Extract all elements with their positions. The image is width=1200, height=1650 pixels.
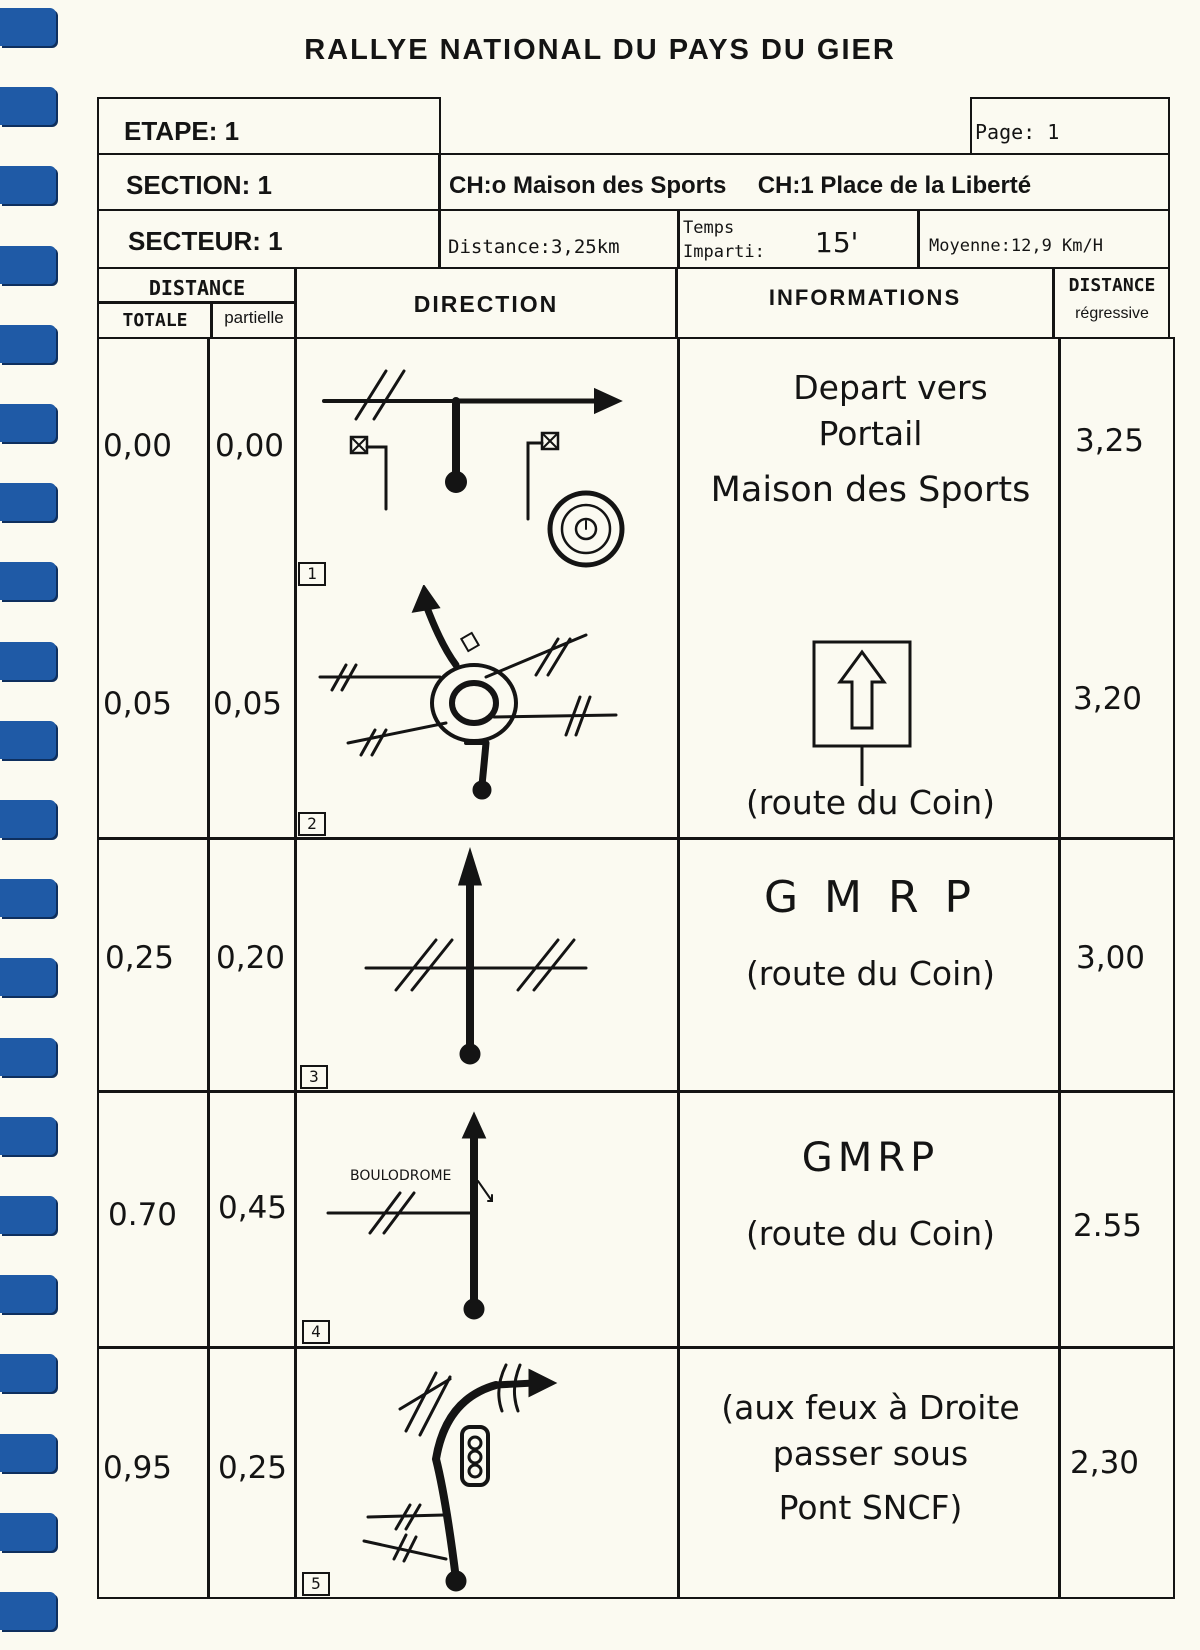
- binding-ring: [0, 1592, 56, 1630]
- row5-info-line2: passer sous: [772, 1434, 969, 1473]
- row4-info: [683, 1135, 1058, 1257]
- row1-info-line1: Depart vers: [793, 368, 988, 407]
- row5-info-line3: Pont SNCF): [778, 1488, 963, 1527]
- row2-info-line1: (route du Coin): [745, 783, 996, 822]
- row3-regressive: 3,00: [1076, 940, 1146, 976]
- grid-col-4: [1058, 339, 1061, 1597]
- ch-end-text: CH:1 Place de la Liberté: [757, 172, 1032, 199]
- page-title: RALLYE NATIONAL DU PAYS DU GIER: [304, 34, 896, 66]
- row3-direction-diagram: [296, 840, 676, 1090]
- secteur-label: SECTEUR: 1: [128, 226, 283, 256]
- row5-partielle: 0,25: [218, 1450, 288, 1486]
- binding-ring: [0, 1434, 56, 1472]
- row1-partielle: 0,00: [215, 428, 285, 464]
- temps-divider-right: [917, 211, 920, 267]
- binding-ring: [0, 483, 56, 521]
- row5-regressive: 2,30: [1070, 1445, 1140, 1481]
- binding-ring: [0, 879, 56, 917]
- col-distance-regressive: DISTANCE: [1068, 275, 1156, 296]
- binding-ring: [0, 1196, 56, 1234]
- row5-info: [683, 1385, 1058, 1531]
- grid-col-3: [677, 339, 680, 1597]
- row3-info-line1: G M R P: [763, 872, 978, 923]
- row5-info-line1: (aux feux à Droite: [721, 1388, 1020, 1427]
- binding-ring: [0, 1038, 56, 1076]
- page-label: Page: 1: [975, 120, 1060, 144]
- col-partielle: partielle: [224, 308, 284, 327]
- binding-ring: [0, 1117, 56, 1155]
- row2-totale: 0,05: [103, 686, 173, 722]
- row4-info-line1: GMRP: [801, 1135, 940, 1181]
- row1-regressive: 3,25: [1075, 423, 1145, 459]
- colhdr-distance-split: [99, 301, 295, 304]
- row4-boulodrome-label: BOULODROME: [350, 1168, 452, 1184]
- etape-label: ETAPE: 1: [124, 116, 240, 146]
- row1-info-line2: Portail: [818, 414, 923, 453]
- ch-start: [449, 172, 1031, 200]
- temps-value: 15': [815, 226, 859, 259]
- col-regressive: régressive: [1075, 305, 1149, 322]
- binding-ring: [0, 1275, 56, 1313]
- section-label: SECTION: 1: [126, 170, 272, 200]
- row1-info: [683, 365, 1058, 513]
- row2-regressive: 3,20: [1073, 681, 1143, 717]
- row1-totale: 0,00: [103, 428, 173, 464]
- row4-regressive: 2.55: [1073, 1208, 1143, 1244]
- row4-partielle: 0,45: [218, 1190, 288, 1226]
- row4-number: 4: [302, 1320, 330, 1344]
- binding-ring: [0, 642, 56, 680]
- secteur-divider: [438, 211, 441, 267]
- row1-info-line3: Maison des Sports: [710, 470, 1031, 510]
- temps-divider-left: [677, 211, 680, 267]
- binding-ring: [0, 800, 56, 838]
- binding-ring: [0, 562, 56, 600]
- row5-direction-diagram: [296, 1349, 676, 1599]
- row4-info-line2: (route du Coin): [745, 1214, 996, 1253]
- col-totale: TOTALE: [122, 310, 188, 331]
- binding-ring: [0, 166, 56, 204]
- temps-label-1: Temps: [683, 218, 735, 238]
- row3-totale: 0,25: [105, 940, 175, 976]
- binding-ring: [0, 1354, 56, 1392]
- binding-ring: [0, 1513, 56, 1551]
- row2-direction-diagram: [296, 585, 676, 835]
- row4-direction-diagram: [296, 1093, 676, 1343]
- direction-sign-arrow-icon: [810, 638, 914, 788]
- binding-ring: [0, 87, 56, 125]
- binding-ring: [0, 721, 56, 759]
- row3-number: 3: [300, 1065, 328, 1089]
- col-direction: DIRECTION: [413, 291, 559, 317]
- moyenne-label: Moyenne:12,9 Km/H: [929, 236, 1103, 256]
- row5-number: 5: [302, 1572, 330, 1596]
- binding-ring: [0, 958, 56, 996]
- binding-ring: [0, 404, 56, 442]
- section-divider: [438, 155, 441, 209]
- col-distance: DISTANCE: [148, 276, 246, 300]
- ch-start-text: CH:o Maison des Sports: [449, 172, 727, 199]
- row4-totale: 0.70: [108, 1197, 178, 1233]
- spiral-binding: [0, 0, 70, 1650]
- col-informations: INFORMATIONS: [768, 285, 962, 310]
- row2-partielle: 0,05: [213, 686, 283, 722]
- temps-label-2: Imparti:: [683, 242, 765, 262]
- binding-ring: [0, 246, 56, 284]
- row3-info: [683, 872, 1058, 997]
- row5-totale: 0,95: [103, 1450, 173, 1486]
- row1-number: 1: [298, 562, 326, 586]
- grid-col-1: [207, 339, 210, 1597]
- distance-label: Distance:3,25km: [448, 236, 620, 258]
- row1-direction-diagram: [296, 339, 676, 589]
- row3-partielle: 0,20: [216, 940, 286, 976]
- row3-info-line2: (route du Coin): [745, 954, 996, 993]
- row2-number: 2: [298, 812, 326, 836]
- binding-ring: [0, 325, 56, 363]
